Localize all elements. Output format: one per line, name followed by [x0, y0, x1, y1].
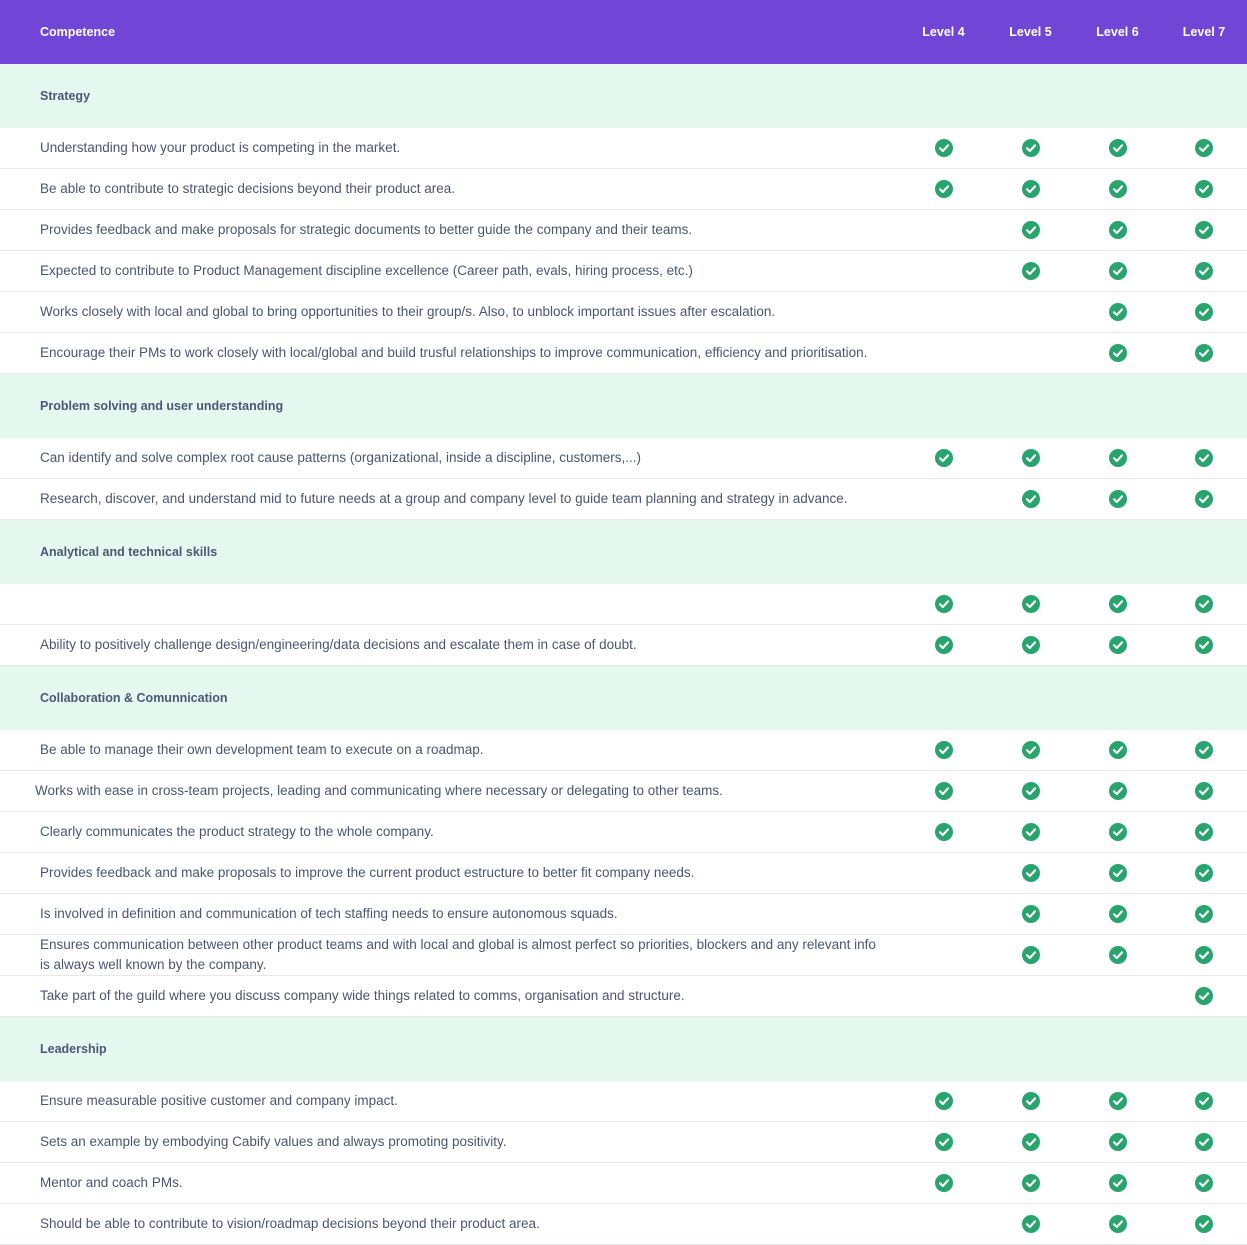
level-7-cell: [1161, 935, 1247, 975]
level-5-cell: [987, 853, 1074, 893]
check-circle-icon: [1195, 139, 1213, 157]
level-6-cell: [1074, 1204, 1161, 1244]
level-5-cell: [987, 730, 1074, 770]
competence-text: Ability to positively challenge design/engineering/data decisions and escalate them in case of doubt.: [40, 637, 637, 652]
level-5-cell: [987, 584, 1074, 624]
level-6-cell: [1074, 853, 1161, 893]
check-circle-icon: [1022, 823, 1040, 841]
level-5-column-header: Level 5: [1009, 25, 1052, 39]
check-circle-icon: [935, 741, 953, 759]
level-5-cell: [987, 292, 1074, 332]
level-7-cell: [1161, 333, 1247, 373]
check-circle-icon: [1195, 1133, 1213, 1151]
level-7-cell: [1161, 584, 1247, 624]
table-row: [0, 935, 1247, 976]
level-6-cell: [1074, 1122, 1161, 1162]
level-5-cell: [987, 1204, 1074, 1244]
level-5-cell: [987, 333, 1074, 373]
table-row: [0, 333, 1247, 374]
check-circle-icon: [1195, 823, 1213, 841]
check-circle-icon: [935, 823, 953, 841]
level-6-cell: [1074, 625, 1161, 665]
level-5-cell: [987, 479, 1074, 519]
table-body: [0, 64, 1247, 1245]
level-7-cell: [1161, 771, 1247, 811]
level-5-cell: [987, 438, 1074, 478]
level-4-cell: [900, 584, 987, 624]
check-circle-icon: [1109, 449, 1127, 467]
table-row: [0, 292, 1247, 333]
check-circle-icon: [1195, 344, 1213, 362]
level-4-cell: [900, 625, 987, 665]
check-circle-icon: [935, 595, 953, 613]
check-circle-icon: [1022, 1092, 1040, 1110]
competence-text: Be able to manage their own development team to execute on a roadmap.: [40, 742, 484, 757]
check-circle-icon: [1195, 987, 1213, 1005]
level-4-cell: [900, 812, 987, 852]
check-circle-icon: [1022, 905, 1040, 923]
competence-text: Provides feedback and make proposals for strategic documents to better guide the company and their teams.: [40, 222, 693, 237]
section-header: [0, 374, 1247, 438]
competence-text: Take part of the guild where you discuss company wide things related to comms, organisation and structure.: [40, 988, 685, 1003]
level-4-cell: [900, 1122, 987, 1162]
table-row: [0, 853, 1247, 894]
level-5-cell: [987, 210, 1074, 250]
table-row: [0, 1122, 1247, 1163]
level-4-cell: [900, 333, 987, 373]
check-circle-icon: [1109, 595, 1127, 613]
table-row: [0, 479, 1247, 520]
competence-text: Works with ease in cross-team projects, leading and communicating where necessary or delegating to other teams.: [35, 783, 723, 798]
level-6-cell: [1074, 584, 1161, 624]
level-7-cell: [1161, 730, 1247, 770]
check-circle-icon: [1195, 221, 1213, 239]
check-circle-icon: [1109, 782, 1127, 800]
table-header: [0, 0, 1247, 64]
level-7-cell: [1161, 1204, 1247, 1244]
competence-text: Ensure measurable positive customer and company impact.: [40, 1093, 398, 1108]
check-circle-icon: [1195, 864, 1213, 882]
check-circle-icon: [1195, 1215, 1213, 1233]
level-7-cell: [1161, 625, 1247, 665]
check-circle-icon: [1022, 782, 1040, 800]
level-4-cell: [900, 169, 987, 209]
level-4-cell: [900, 128, 987, 168]
table-row: [0, 1163, 1247, 1204]
level-6-cell: [1074, 730, 1161, 770]
level-6-cell: [1074, 976, 1161, 1016]
table-row: [0, 1081, 1247, 1122]
competence-text: Expected to contribute to Product Management discipline excellence (Career path, evals, hiring process, etc.): [40, 263, 693, 278]
check-circle-icon: [1022, 449, 1040, 467]
check-circle-icon: [1109, 905, 1127, 923]
level-4-cell: [900, 771, 987, 811]
check-circle-icon: [1022, 636, 1040, 654]
level-5-cell: [987, 1163, 1074, 1203]
level-4-cell: [900, 1163, 987, 1203]
level-6-column-header: Level 6: [1096, 25, 1139, 39]
competence-text: Mentor and coach PMs.: [40, 1175, 183, 1190]
check-circle-icon: [1022, 1133, 1040, 1151]
check-circle-icon: [1195, 490, 1213, 508]
level-5-cell: [987, 771, 1074, 811]
level-4-column-header: Level 4: [922, 25, 965, 39]
competence-text: Encourage their PMs to work closely with local/global and build trusful relationships to improve communication, efficiency and prioritisation.: [40, 345, 868, 360]
check-circle-icon: [1109, 741, 1127, 759]
level-6-cell: [1074, 128, 1161, 168]
level-7-cell: [1161, 894, 1247, 934]
section-header: [0, 666, 1247, 730]
table-row: [0, 730, 1247, 771]
level-5-cell: [987, 251, 1074, 291]
check-circle-icon: [1195, 595, 1213, 613]
competence-text: Is involved in definition and communication of tech staffing needs to ensure autonomous squads.: [40, 906, 618, 921]
check-circle-icon: [1195, 180, 1213, 198]
check-circle-icon: [1022, 490, 1040, 508]
section-header: [0, 520, 1247, 584]
level-4-cell: [900, 292, 987, 332]
level-5-cell: [987, 1081, 1074, 1121]
check-circle-icon: [1195, 1174, 1213, 1192]
check-circle-icon: [935, 180, 953, 198]
level-6-cell: [1074, 333, 1161, 373]
table-row: [0, 169, 1247, 210]
check-circle-icon: [1195, 946, 1213, 964]
check-circle-icon: [1022, 1215, 1040, 1233]
level-7-cell: [1161, 210, 1247, 250]
check-circle-icon: [1022, 262, 1040, 280]
level-5-cell: [987, 894, 1074, 934]
check-circle-icon: [1109, 139, 1127, 157]
check-circle-icon: [1109, 823, 1127, 841]
competence-text: Provides feedback and make proposals to improve the current product estructure to better fit company needs.: [40, 865, 695, 880]
level-7-cell: [1161, 1163, 1247, 1203]
table-row: [0, 771, 1247, 812]
check-circle-icon: [1195, 262, 1213, 280]
check-circle-icon: [1109, 344, 1127, 362]
check-circle-icon: [935, 139, 953, 157]
table-row: [0, 1204, 1247, 1245]
competence-text: Ensures communication between other product teams and with local and global is almost perfect so priorities, blockers and any relevant info is always well known by the company.: [40, 937, 876, 972]
section-title: Strategy: [40, 89, 91, 103]
check-circle-icon: [935, 449, 953, 467]
check-circle-icon: [1109, 303, 1127, 321]
level-7-cell: [1161, 128, 1247, 168]
level-6-cell: [1074, 812, 1161, 852]
check-circle-icon: [1109, 262, 1127, 280]
level-4-cell: [900, 935, 987, 975]
competence-text: Can identify and solve complex root cause patterns (organizational, inside a discipline, customers,...): [40, 450, 642, 465]
level-5-cell: [987, 625, 1074, 665]
check-circle-icon: [1195, 905, 1213, 923]
check-circle-icon: [1022, 139, 1040, 157]
level-7-cell: [1161, 251, 1247, 291]
section-title: Collaboration & Comunnication: [40, 691, 228, 705]
table-row: [0, 894, 1247, 935]
level-7-cell: [1161, 438, 1247, 478]
check-circle-icon: [1109, 221, 1127, 239]
check-circle-icon: [1022, 1174, 1040, 1192]
level-7-cell: [1161, 976, 1247, 1016]
level-7-cell: [1161, 169, 1247, 209]
level-6-cell: [1074, 771, 1161, 811]
check-circle-icon: [1022, 741, 1040, 759]
competence-text: Clearly communicates the product strategy to the whole company.: [40, 824, 434, 839]
level-7-cell: [1161, 479, 1247, 519]
level-4-cell: [900, 438, 987, 478]
check-circle-icon: [1195, 303, 1213, 321]
check-circle-icon: [935, 1174, 953, 1192]
check-circle-icon: [1109, 636, 1127, 654]
competence-text: Be able to contribute to strategic decisions beyond their product area.: [40, 181, 455, 196]
level-4-cell: [900, 251, 987, 291]
level-6-cell: [1074, 935, 1161, 975]
check-circle-icon: [1109, 1174, 1127, 1192]
level-7-cell: [1161, 1122, 1247, 1162]
section-title: Leadership: [40, 1042, 107, 1056]
level-6-cell: [1074, 1081, 1161, 1121]
level-5-cell: [987, 169, 1074, 209]
level-6-cell: [1074, 292, 1161, 332]
level-5-cell: [987, 128, 1074, 168]
check-circle-icon: [1109, 490, 1127, 508]
check-circle-icon: [935, 1092, 953, 1110]
table-row: [0, 210, 1247, 251]
table-row: [0, 976, 1247, 1017]
check-circle-icon: [1195, 782, 1213, 800]
competence-text: Understanding how your product is competing in the market.: [40, 140, 401, 155]
level-4-cell: [900, 853, 987, 893]
level-4-cell: [900, 730, 987, 770]
table-row: [0, 128, 1247, 169]
competence-text: Research, discover, and understand mid to future needs at a group and company level to guide team planning and strategy in advance.: [40, 491, 848, 506]
level-7-cell: [1161, 1081, 1247, 1121]
level-5-cell: [987, 812, 1074, 852]
check-circle-icon: [1195, 741, 1213, 759]
level-6-cell: [1074, 479, 1161, 519]
level-7-cell: [1161, 853, 1247, 893]
level-5-cell: [987, 935, 1074, 975]
check-circle-icon: [1195, 449, 1213, 467]
check-circle-icon: [1109, 1092, 1127, 1110]
competence-text: Sets an example by embodying Cabify values and always promoting positivity.: [40, 1134, 507, 1149]
check-circle-icon: [935, 1133, 953, 1151]
level-6-cell: [1074, 169, 1161, 209]
check-circle-icon: [1022, 180, 1040, 198]
competence-text: Works closely with local and global to bring opportunities to their group/s. Also, to unblock important issues after escalation.: [40, 304, 776, 319]
competence-column-header: Competence: [40, 25, 116, 39]
level-5-cell: [987, 976, 1074, 1016]
section-title: Problem solving and user understanding: [40, 399, 284, 413]
check-circle-icon: [1109, 946, 1127, 964]
check-circle-icon: [1195, 1092, 1213, 1110]
check-circle-icon: [1022, 864, 1040, 882]
check-circle-icon: [1109, 180, 1127, 198]
check-circle-icon: [1109, 1133, 1127, 1151]
level-4-cell: [900, 894, 987, 934]
section-header: [0, 1017, 1247, 1081]
competence-text: Should be able to contribute to vision/roadmap decisions beyond their product area.: [40, 1216, 540, 1231]
level-7-cell: [1161, 292, 1247, 332]
level-6-cell: [1074, 210, 1161, 250]
check-circle-icon: [935, 782, 953, 800]
level-5-cell: [987, 1122, 1074, 1162]
check-circle-icon: [1109, 864, 1127, 882]
level-6-cell: [1074, 438, 1161, 478]
level-6-cell: [1074, 1163, 1161, 1203]
level-4-cell: [900, 479, 987, 519]
level-6-cell: [1074, 251, 1161, 291]
table-row: [0, 812, 1247, 853]
level-7-cell: [1161, 812, 1247, 852]
table-row: [0, 438, 1247, 479]
table-row: [0, 625, 1247, 666]
check-circle-icon: [1195, 636, 1213, 654]
level-4-cell: [900, 210, 987, 250]
section-title: Analytical and technical skills: [40, 545, 218, 559]
check-circle-icon: [935, 636, 953, 654]
table-row: [0, 584, 1247, 625]
check-circle-icon: [1022, 221, 1040, 239]
check-circle-icon: [1022, 946, 1040, 964]
check-circle-icon: [1022, 595, 1040, 613]
section-header: [0, 64, 1247, 128]
level-7-column-header: Level 7: [1182, 25, 1226, 39]
check-circle-icon: [1109, 1215, 1127, 1233]
table-row: [0, 251, 1247, 292]
level-4-cell: [900, 976, 987, 1016]
level-4-cell: [900, 1204, 987, 1244]
level-4-cell: [900, 1081, 987, 1121]
level-6-cell: [1074, 894, 1161, 934]
